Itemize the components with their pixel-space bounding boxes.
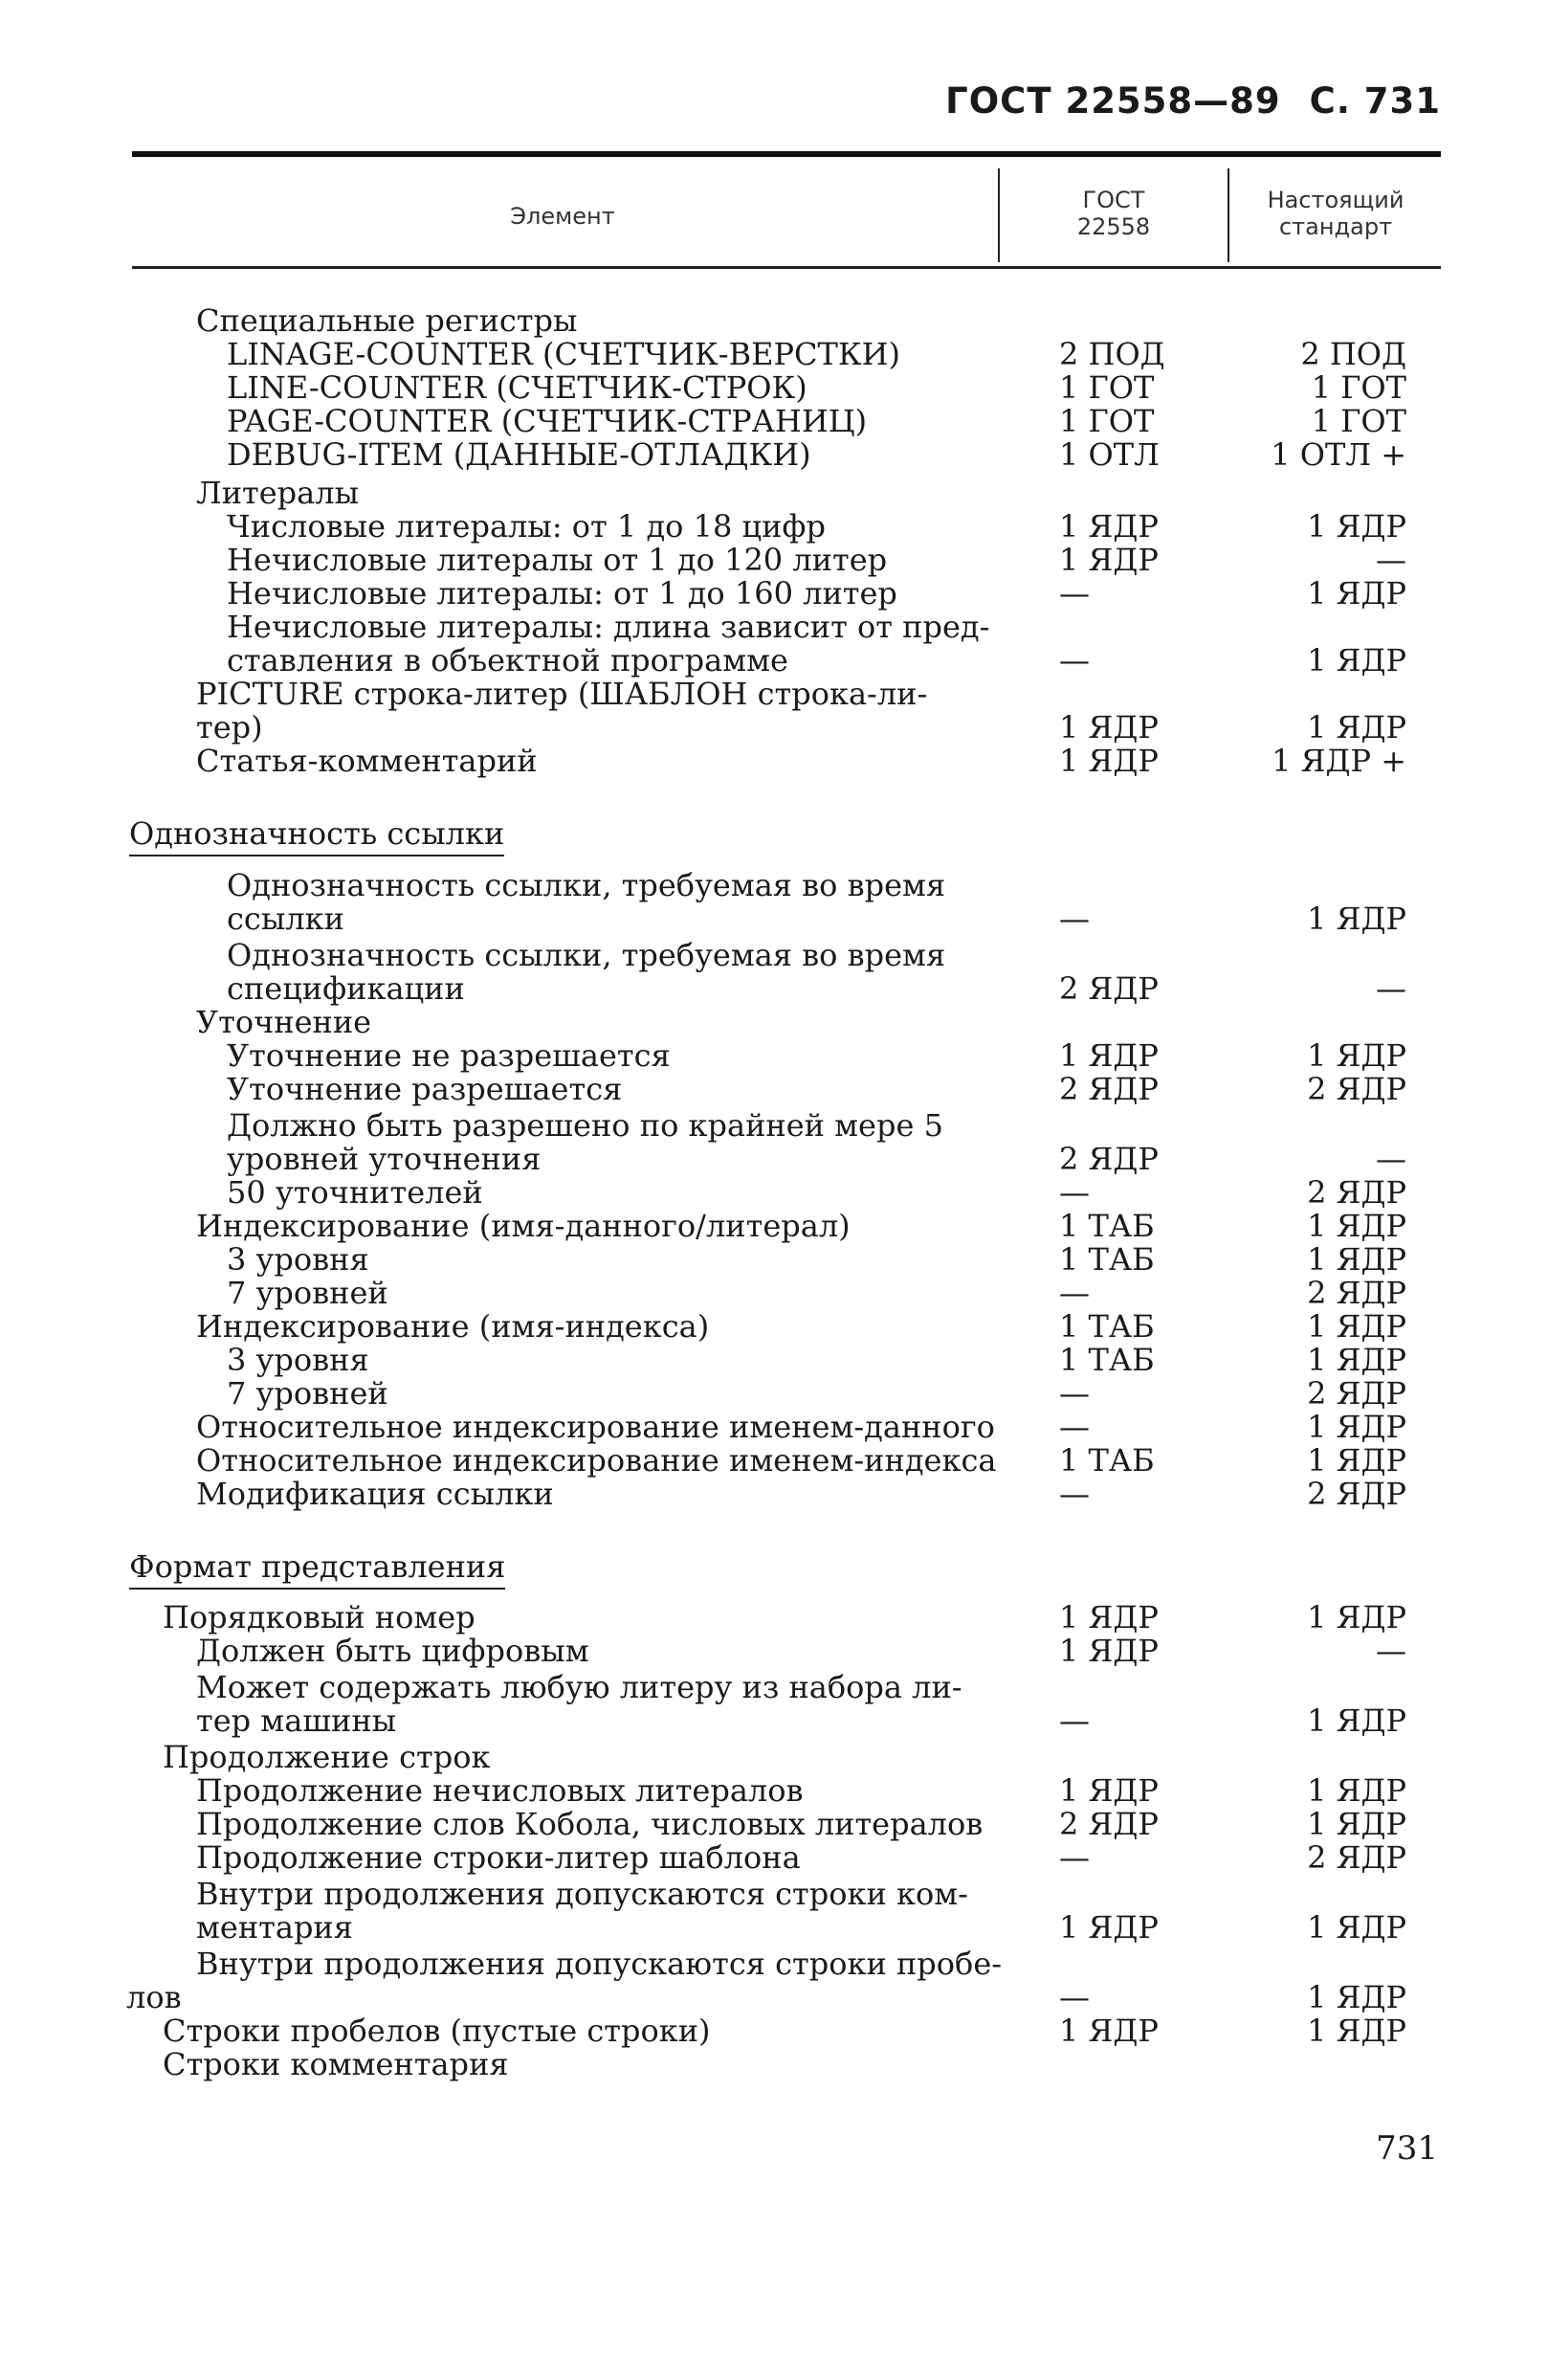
table-row: тер машины — 1 ЯДР bbox=[196, 1702, 1406, 1739]
header-gost-line2: 22558 bbox=[1076, 213, 1151, 240]
table-row: Должен быть цифровым 1 ЯДР — bbox=[196, 1633, 1406, 1669]
table-row: Продолжение слов Кобола, числовых литералов 2 ЯДР 1 ЯДР bbox=[196, 1806, 1406, 1842]
table-row: PICTURE строка-литер (ШАБЛОН строка-ли- bbox=[196, 676, 928, 712]
header-gost-line1: ГОСТ bbox=[1082, 187, 1145, 213]
table-row: Литералы bbox=[196, 475, 360, 511]
header-current bbox=[1230, 187, 1441, 240]
table-row: Индексирование (имя-данного/литерал) 1 ТАБ 1 ЯДР bbox=[196, 1208, 1406, 1244]
table-row: Индексирование (имя-индекса) 1 ТАБ 1 ЯДР bbox=[196, 1308, 1406, 1345]
table-row: Уточнение разрешается 2 ЯДР 2 ЯДР bbox=[227, 1071, 1406, 1107]
table-row: Модификация ссылки — 2 ЯДР bbox=[196, 1476, 1406, 1512]
table-top-rule bbox=[132, 151, 1441, 157]
table-row: Продолжение строки-литер шаблона — 2 ЯДР bbox=[196, 1839, 1406, 1876]
table-row: Числовые литералы: от 1 до 18 цифр 1 ЯДР 1 ЯДР bbox=[227, 508, 1406, 545]
table-row: Внутри продолжения допускаются строки пробе- bbox=[196, 1946, 1003, 1982]
page-ref: С. 731 bbox=[1309, 80, 1441, 122]
header-gost bbox=[1001, 187, 1227, 240]
table-row: уровней уточнения 2 ЯДР — bbox=[227, 1141, 1406, 1177]
table-row: DEBUG-ITEM (ДАННЫЕ-ОТЛАДКИ) 1 ОТЛ 1 ОТЛ + bbox=[227, 436, 1406, 473]
table-row: Может содержать любую литеру из набора ли- bbox=[196, 1669, 962, 1705]
table-row: Должно быть разрешено по крайней мере 5 bbox=[227, 1107, 943, 1144]
table-row: спецификации 2 ЯДР — bbox=[227, 970, 1406, 1007]
table-row: ментария 1 ЯДР 1 ЯДР bbox=[196, 1909, 1406, 1946]
table-row: 3 уровня 1 ТАБ 1 ЯДР bbox=[227, 1241, 1406, 1278]
table-row: ссылки — 1 ЯДР bbox=[227, 901, 1406, 937]
table-row: LINE-COUNTER (СЧЕТЧИК-СТРОК) 1 ГОТ 1 ГОТ bbox=[227, 369, 1406, 406]
table-row: 50 уточнителей — 2 ЯДР bbox=[227, 1174, 1406, 1211]
table-header-rule bbox=[132, 266, 1441, 269]
column-divider bbox=[998, 168, 1000, 262]
header-element: Элемент bbox=[510, 203, 615, 230]
table-row: Продолжение строк bbox=[163, 1739, 491, 1775]
section-heading: Однозначность ссылки bbox=[129, 816, 504, 855]
table-row: Однозначность ссылки, требуемая во время bbox=[227, 867, 946, 903]
header-current-line2: стандарт bbox=[1278, 213, 1393, 240]
table-row: Строки комментария bbox=[163, 2046, 509, 2082]
table-row: Продолжение нечисловых литералов 1 ЯДР 1 ЯДР bbox=[196, 1772, 1406, 1809]
table-row: Относительное индексирование именем-индекса 1 ТАБ 1 ЯДР bbox=[196, 1442, 1406, 1479]
table-row: 3 уровня 1 ТАБ 1 ЯДР bbox=[227, 1342, 1406, 1378]
column-divider bbox=[1227, 168, 1229, 262]
table-row: ставления в объектной программе — 1 ЯДР bbox=[227, 642, 1406, 678]
table-row: Строки пробелов (пустые строки) 1 ЯДР 1 ЯДР bbox=[163, 2013, 1406, 2049]
table-row: Статья-комментарий 1 ЯДР 1 ЯДР + bbox=[196, 743, 1406, 779]
table-row: Однозначность ссылки, требуемая во время bbox=[227, 937, 946, 973]
running-head bbox=[945, 80, 1441, 122]
table-row: 7 уровней — 2 ЯДР bbox=[227, 1275, 1406, 1311]
table-row: Нечисловые литералы: от 1 до 160 литер — 1 ЯДР bbox=[227, 575, 1406, 612]
table-row: Нечисловые литералы: длина зависит от пред- bbox=[227, 609, 990, 645]
standard-number: ГОСТ 22558—89 bbox=[945, 80, 1281, 122]
table-row: 7 уровней — 2 ЯДР bbox=[227, 1375, 1406, 1412]
header-current-line1: Настоящий bbox=[1267, 187, 1404, 213]
table-row: Относительное индексирование именем-данного — 1 ЯДР bbox=[196, 1409, 1406, 1445]
table-row: Уточнение не разрешается 1 ЯДР 1 ЯДР bbox=[227, 1037, 1406, 1074]
table-row: тер) 1 ЯДР 1 ЯДР bbox=[196, 709, 1406, 745]
table-row: Уточнение bbox=[196, 1004, 372, 1040]
table-row: Внутри продолжения допускаются строки ком- bbox=[196, 1876, 968, 1912]
table-row: лов — 1 ЯДР bbox=[126, 1979, 1406, 2015]
table-row: Порядковый номер 1 ЯДР 1 ЯДР bbox=[163, 1599, 1406, 1635]
table-row: PAGE-COUNTER (СЧЕТЧИК-СТРАНИЦ) 1 ГОТ 1 ГОТ bbox=[227, 403, 1406, 439]
page-number: 731 bbox=[1376, 2129, 1438, 2168]
table-row: Специальные регистры bbox=[196, 302, 578, 339]
section-heading: Формат представления bbox=[129, 1549, 505, 1588]
table-row: Нечисловые литералы от 1 до 120 литер 1 ЯДР — bbox=[227, 542, 1406, 578]
table-row: LINAGE-COUNTER (СЧЕТЧИК-ВЕРСТКИ) 2 ПОД 2 ПОД bbox=[227, 336, 1406, 372]
